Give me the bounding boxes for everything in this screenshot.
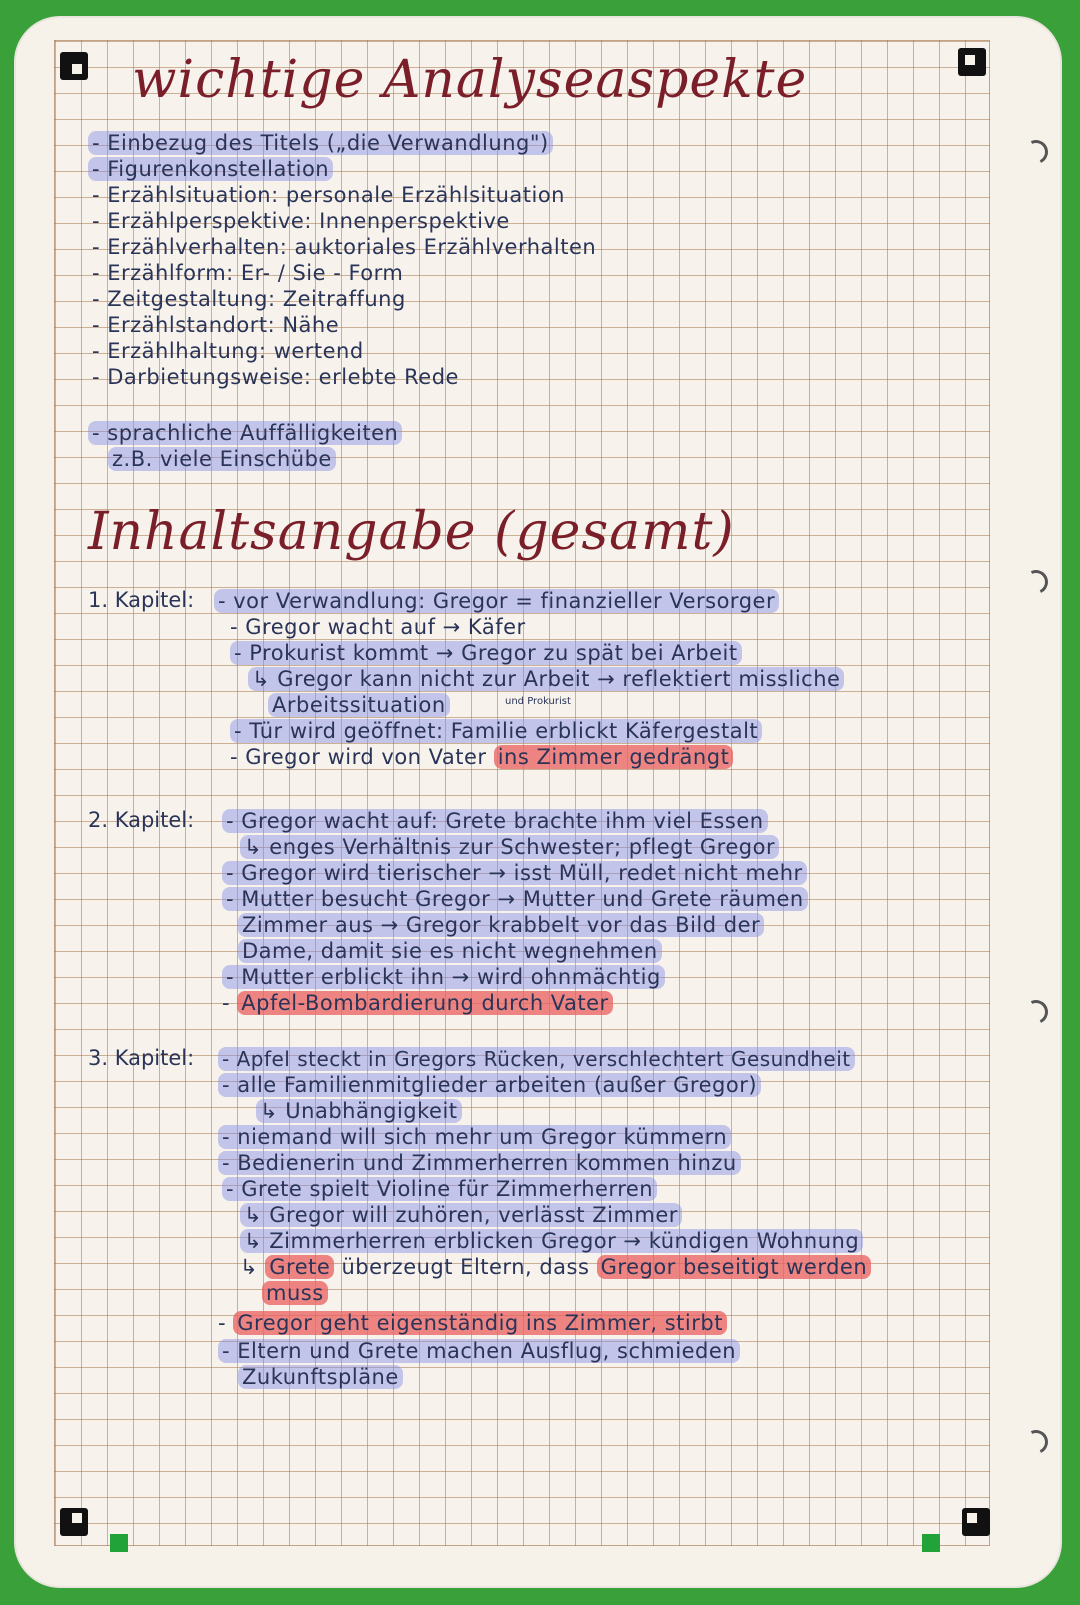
chapter-1-line: - Prokurist kommt → Gregor zu spät bei Arbeit (230, 640, 742, 666)
analysis-item: - Erzählhaltung: wertend (92, 339, 364, 363)
analysis-item: - Darbietungsweise: erlebte Rede (92, 365, 459, 389)
chapter-1-note: und Prokurist (505, 696, 571, 707)
chapter-2-line: - Apfel-Bombardierung durch Vater (222, 990, 613, 1016)
chapter-2-line: - Mutter erblickt ihn → wird ohnmächtig (222, 964, 665, 990)
heading-summary: Inhaltsangabe (gesamt) (88, 502, 735, 562)
corner-marker-icon (962, 1508, 990, 1536)
chapter-1-line: ↳ Gregor kann nicht zur Arbeit → reflektiert missliche (248, 666, 844, 692)
chapter-2-line: - Gregor wacht auf: Grete brachte ihm viel Essen (222, 808, 768, 834)
analysis-item: - Erzählsituation: personale Erzählsituation (92, 183, 565, 207)
chapter-3-line: - Apfel steckt in Gregors Rücken, verschlechtert Gesundheit (218, 1046, 855, 1072)
corner-marker-icon (60, 1508, 88, 1536)
chapter-1-line: Arbeitssituation (268, 692, 450, 718)
chapter-3-line: - alle Familienmitglieder arbeiten (außer Gregor) (218, 1072, 761, 1098)
chapter-3-line: ↳ Zimmerherren erblicken Gregor → kündigen Wohnung (240, 1228, 863, 1254)
chapter-3-line: - Bedienerin und Zimmerherren kommen hinzu (218, 1150, 741, 1176)
analysis-item: - Einbezug des Titels („die Verwandlung") (88, 130, 553, 156)
analysis-item-example: z.B. viele Einschübe (108, 446, 336, 472)
chapter-3-line: - Gregor geht eigenständig ins Zimmer, stirbt (218, 1310, 727, 1336)
chapter-2-label: 2. Kapitel: (88, 808, 195, 832)
green-square-icon (110, 1534, 128, 1552)
chapter-1-line: - vor Verwandlung: Gregor = finanzieller Versorger (214, 588, 779, 614)
chapter-2-line: ↳ enges Verhältnis zur Schwester; pflegt Gregor (240, 834, 779, 860)
chapter-3-label: 3. Kapitel: (88, 1046, 195, 1070)
chapter-3-line: - niemand will sich mehr um Gregor kümmern (218, 1124, 731, 1150)
chapter-2-line: - Gregor wird tierischer → isst Müll, redet nicht mehr (222, 860, 807, 886)
chapter-1-line: - Gregor wird von Vater ins Zimmer gedrängt (230, 744, 733, 770)
chapter-2-line: - Mutter besucht Gregor → Mutter und Grete räumen (222, 886, 808, 912)
chapter-3-line: - Grete spielt Violine für Zimmerherren (222, 1176, 657, 1202)
analysis-item: - Zeitgestaltung: Zeitraffung (92, 287, 406, 311)
green-square-icon (922, 1534, 940, 1552)
heading-analysis: wichtige Analyseaspekte (132, 50, 808, 110)
chapter-1-line: - Tür wird geöffnet: Familie erblickt Käfergestalt (230, 718, 762, 744)
chapter-2-line: Zimmer aus → Gregor krabbelt vor das Bild der (238, 912, 764, 938)
chapter-3-line: - Eltern und Grete machen Ausflug, schmieden (218, 1338, 740, 1364)
analysis-item-language: - sprachliche Auffälligkeiten (88, 420, 402, 446)
chapter-3-line: ↳ Grete überzeugt Eltern, dass Gregor beseitigt werden (240, 1254, 871, 1280)
analysis-item: - Figurenkonstellation (88, 156, 333, 182)
chapter-3-line: ↳ Unabhängigkeit (256, 1098, 462, 1124)
analysis-item: - Erzählperspektive: Innenperspektive (92, 209, 510, 233)
chapter-3-line: muss (262, 1280, 328, 1306)
chapter-3-line: ↳ Gregor will zuhören, verlässt Zimmer (240, 1202, 682, 1228)
chapter-3-line: Zukunftspläne (238, 1364, 403, 1390)
analysis-item: - Erzählform: Er- / Sie - Form (92, 261, 404, 285)
chapter-2-line: Dame, damit sie es nicht wegnehmen (238, 938, 662, 964)
analysis-item: - Erzählverhalten: auktoriales Erzählverhalten (92, 235, 597, 259)
corner-marker-icon (60, 52, 88, 80)
chapter-1-label: 1. Kapitel: (88, 588, 195, 612)
analysis-item: - Erzählstandort: Nähe (92, 313, 340, 337)
corner-marker-icon (958, 48, 986, 76)
chapter-1-line: - Gregor wacht auf → Käfer (230, 615, 526, 639)
